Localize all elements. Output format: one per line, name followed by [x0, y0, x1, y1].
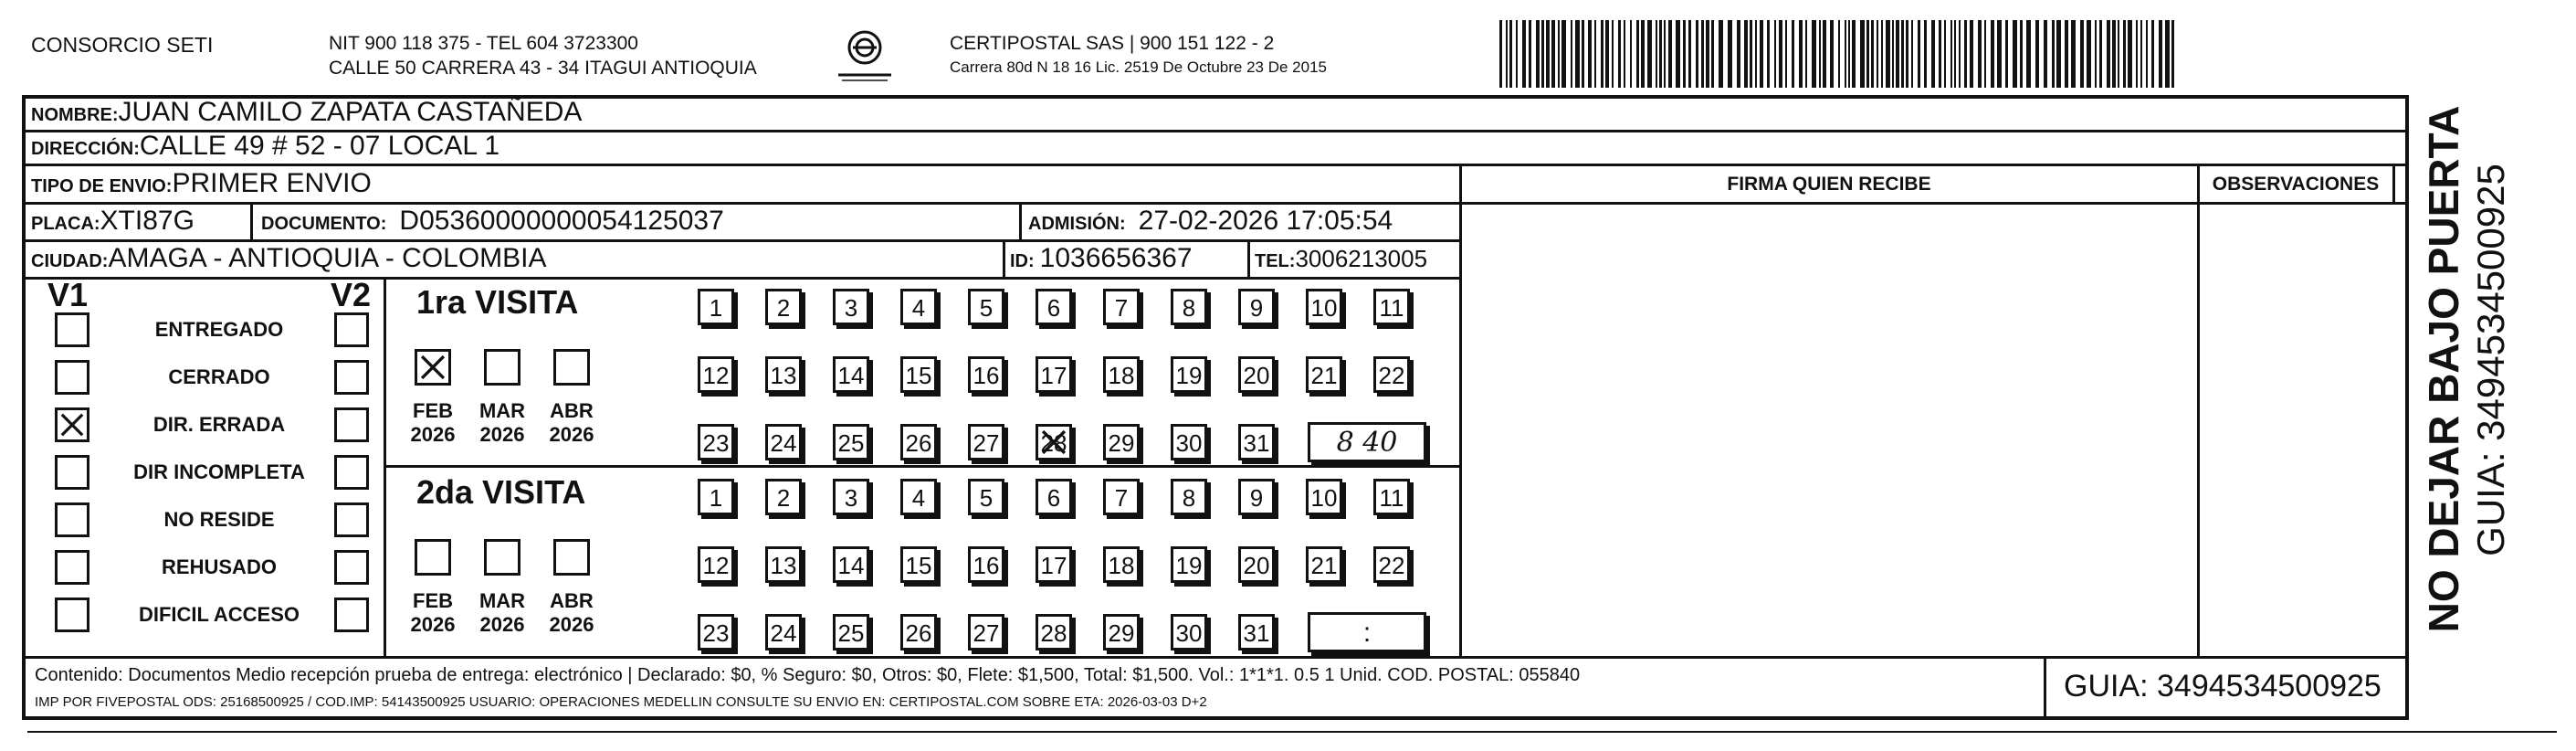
day-box[interactable]: 26	[900, 614, 937, 651]
v1-checkbox[interactable]	[55, 312, 89, 347]
footer-print-info: IMP POR FIVEPOSTAL ODS: 25168500925 / COD.IMP: 54143500925 USUARIO: OPERACIONES MEDELLIN CONSULTE SU ENVIO EN: CERTIPOSTAL.COM SOBRE ETA: 2026-03-03 D+2	[35, 694, 1207, 710]
v2-checkbox[interactable]	[334, 312, 369, 347]
day-box[interactable]: 25	[833, 614, 869, 651]
v1-checkbox[interactable]	[55, 502, 89, 537]
day-box[interactable]: 5	[968, 479, 1004, 515]
carrier-line: CERTIPOSTAL SAS | 900 151 122 - 2	[950, 33, 1275, 54]
v1-checkbox[interactable]	[55, 360, 89, 395]
month-checkbox[interactable]	[553, 539, 590, 576]
v1-checkbox[interactable]	[55, 598, 89, 632]
id-value: 1036656367	[1039, 243, 1193, 273]
day-box[interactable]: 9	[1238, 289, 1275, 325]
day-box[interactable]: 15	[900, 546, 937, 583]
day-box[interactable]: 22	[1373, 546, 1410, 583]
status-option-label: ENTREGADO	[154, 318, 284, 341]
day-box[interactable]: 31	[1238, 614, 1275, 651]
documento-field: DOCUMENTO: D05360000000054125037	[261, 206, 724, 236]
day-box[interactable]: 14	[833, 356, 869, 393]
firma-label: FIRMA QUIEN RECIBE	[1727, 174, 1931, 195]
day-box[interactable]: 21	[1306, 356, 1342, 393]
tipo-envio-value: PRIMER ENVIO	[172, 168, 372, 198]
month-label: ABR	[550, 589, 594, 612]
year-label: 2026	[410, 613, 456, 636]
tel-value: 3006213005	[1295, 245, 1428, 272]
v2-checkbox[interactable]	[334, 455, 369, 490]
day-box[interactable]: 9	[1238, 479, 1275, 515]
status-option-label: CERRADO	[168, 365, 270, 388]
day-box[interactable]: 28	[1036, 424, 1072, 460]
side-guia-box	[2469, 95, 2515, 643]
nit-line: NIT 900 118 375 - TEL 604 3723300	[329, 33, 638, 54]
day-box[interactable]: 8	[1171, 289, 1207, 325]
day-box[interactable]: 7	[1103, 289, 1140, 325]
day-box[interactable]: 13	[765, 356, 802, 393]
day-box[interactable]: 15	[900, 356, 937, 393]
year-label: 2026	[410, 423, 456, 446]
day-box[interactable]: 5	[968, 289, 1004, 325]
month-checkbox[interactable]	[484, 349, 520, 386]
day-box[interactable]: 11	[1373, 479, 1410, 515]
day-box[interactable]: 17	[1036, 546, 1072, 583]
visit-time-box[interactable]: :	[1308, 612, 1426, 652]
day-box[interactable]: 24	[765, 424, 802, 460]
day-box[interactable]: 11	[1373, 289, 1410, 325]
placa-value: XTI87G	[100, 206, 195, 236]
barcode	[1499, 20, 2182, 88]
day-box[interactable]: 18	[1103, 356, 1140, 393]
year-label: 2026	[549, 613, 594, 636]
day-box[interactable]: 12	[698, 546, 734, 583]
status-option-label: DIFICIL ACCESO	[138, 603, 300, 626]
day-box[interactable]: 6	[1036, 479, 1072, 515]
v1-checkbox[interactable]	[55, 455, 89, 490]
v2-checkbox[interactable]	[334, 407, 369, 442]
month-label: FEB	[413, 399, 453, 422]
observaciones-label: OBSERVACIONES	[2212, 174, 2380, 195]
day-box[interactable]: 2	[765, 289, 802, 325]
day-box[interactable]: 20	[1238, 546, 1275, 583]
day-box[interactable]: 19	[1171, 546, 1207, 583]
day-box[interactable]: 17	[1036, 356, 1072, 393]
day-box[interactable]: 13	[765, 546, 802, 583]
status-option-label: DIR. ERRADA	[152, 413, 286, 436]
day-box[interactable]: 3	[833, 479, 869, 515]
day-box[interactable]: 7	[1103, 479, 1140, 515]
visit-title: 1ra VISITA	[416, 283, 579, 321]
day-box[interactable]: 19	[1171, 356, 1207, 393]
day-box[interactable]: 16	[968, 546, 1004, 583]
day-box[interactable]: 14	[833, 546, 869, 583]
day-box[interactable]: 27	[968, 614, 1004, 651]
day-box[interactable]: 22	[1373, 356, 1410, 393]
v1-label: V1	[47, 276, 89, 313]
day-box[interactable]: 21	[1306, 546, 1342, 583]
day-box[interactable]: 30	[1171, 424, 1207, 460]
status-option-label: REHUSADO	[162, 555, 277, 578]
month-checkbox[interactable]	[415, 539, 451, 576]
day-box[interactable]: 23	[698, 614, 734, 651]
day-box[interactable]: 24	[765, 614, 802, 651]
admision-value: 27-02-2026 17:05:54	[1138, 206, 1393, 236]
day-box[interactable]: 31	[1238, 424, 1275, 460]
direccion-value: CALLE 49 # 52 - 07 LOCAL 1	[139, 131, 500, 161]
day-box[interactable]: 8	[1171, 479, 1207, 515]
id-field: ID: 1036656367	[1010, 243, 1193, 273]
day-box[interactable]: 1	[698, 479, 734, 515]
license-line: Carrera 80d N 18 16 Lic. 2519 De Octubre 23 De 2015	[950, 58, 1327, 76]
year-label: 2026	[479, 613, 525, 636]
nombre-field: NOMBRE:JUAN CAMILO ZAPATA CASTAÑEDA	[31, 97, 583, 127]
day-box[interactable]: 29	[1103, 614, 1140, 651]
month-checkbox[interactable]	[415, 349, 451, 386]
day-box[interactable]: 23	[698, 424, 734, 460]
day-box[interactable]: 26	[900, 424, 937, 460]
footer-guia: GUIA: 3494534500925	[2064, 669, 2381, 703]
day-box[interactable]: 12	[698, 356, 734, 393]
month-label: ABR	[550, 399, 594, 422]
month-checkbox[interactable]	[484, 539, 520, 576]
admision-field: ADMISIÓN: 27-02-2026 17:05:54	[1028, 206, 1393, 236]
ciudad-value: AMAGA - ANTIOQUIA - COLOMBIA	[108, 243, 547, 273]
v1-checkbox[interactable]	[55, 550, 89, 585]
day-box[interactable]: 30	[1171, 614, 1207, 651]
day-box[interactable]: 1	[698, 289, 734, 325]
day-box[interactable]: 20	[1238, 356, 1275, 393]
day-box[interactable]: 4	[900, 289, 937, 325]
day-box[interactable]: 27	[968, 424, 1004, 460]
day-box[interactable]: 3	[833, 289, 869, 325]
month-label: MAR	[478, 589, 526, 612]
status-option-label: DIR INCOMPLETA	[133, 460, 305, 483]
v1-checkbox[interactable]	[55, 407, 89, 442]
v2-label: V2	[331, 276, 372, 313]
tipo-envio-field: TIPO DE ENVIO:PRIMER ENVIO	[31, 168, 372, 198]
day-box[interactable]: 4	[900, 479, 937, 515]
certipostal-logo-icon	[833, 29, 897, 84]
month-label: MAR	[478, 399, 526, 422]
v2-checkbox[interactable]	[334, 360, 369, 395]
company-name: CONSORCIO SETI	[31, 33, 214, 57]
documento-value: D05360000000054125037	[399, 206, 724, 236]
year-label: 2026	[549, 423, 594, 446]
visit-time-box[interactable]: 8 40	[1308, 422, 1426, 462]
nombre-value: JUAN CAMILO ZAPATA CASTAÑEDA	[118, 97, 583, 127]
day-box[interactable]: 29	[1103, 424, 1140, 460]
footer-contents: Contenido: Documentos Medio recepción prueba de entrega: electrónico | Declarado: $0, % Seguro: $0, Otros: $0, Flete: $1,500, Total: $1,500. Vol.: 1*1*1. 0.5 1 Unid. COD. POSTAL: 055840	[35, 665, 1581, 685]
year-label: 2026	[479, 423, 525, 446]
address-line: CALLE 50 CARRERA 43 - 34 ITAGUI ANTIOQUIA	[329, 58, 757, 79]
day-box[interactable]: 10	[1306, 479, 1342, 515]
day-box[interactable]: 10	[1306, 289, 1342, 325]
v2-checkbox[interactable]	[334, 502, 369, 537]
day-box[interactable]: 28	[1036, 614, 1072, 651]
day-box[interactable]: 16	[968, 356, 1004, 393]
side-warning-box	[2418, 95, 2471, 643]
month-label: FEB	[413, 589, 453, 612]
day-box[interactable]: 6	[1036, 289, 1072, 325]
status-option-label: NO RESIDE	[163, 508, 275, 531]
direccion-field: DIRECCIÓN:CALLE 49 # 52 - 07 LOCAL 1	[31, 131, 500, 161]
day-box[interactable]: 2	[765, 479, 802, 515]
ciudad-field: CIUDAD:AMAGA - ANTIOQUIA - COLOMBIA	[31, 243, 547, 273]
v2-checkbox[interactable]	[334, 550, 369, 585]
placa-field: PLACA:XTI87G	[31, 206, 195, 236]
visit-title: 2da VISITA	[416, 473, 586, 511]
tel-field: TEL:3006213005	[1255, 245, 1428, 272]
side-warning: NO DEJAR BAJO PUERTA	[2420, 105, 2467, 633]
month-checkbox[interactable]	[553, 349, 590, 386]
side-guia: GUIA: 3494534500925	[2469, 164, 2512, 556]
v2-checkbox[interactable]	[334, 598, 369, 632]
day-box[interactable]: 18	[1103, 546, 1140, 583]
day-box[interactable]: 25	[833, 424, 869, 460]
